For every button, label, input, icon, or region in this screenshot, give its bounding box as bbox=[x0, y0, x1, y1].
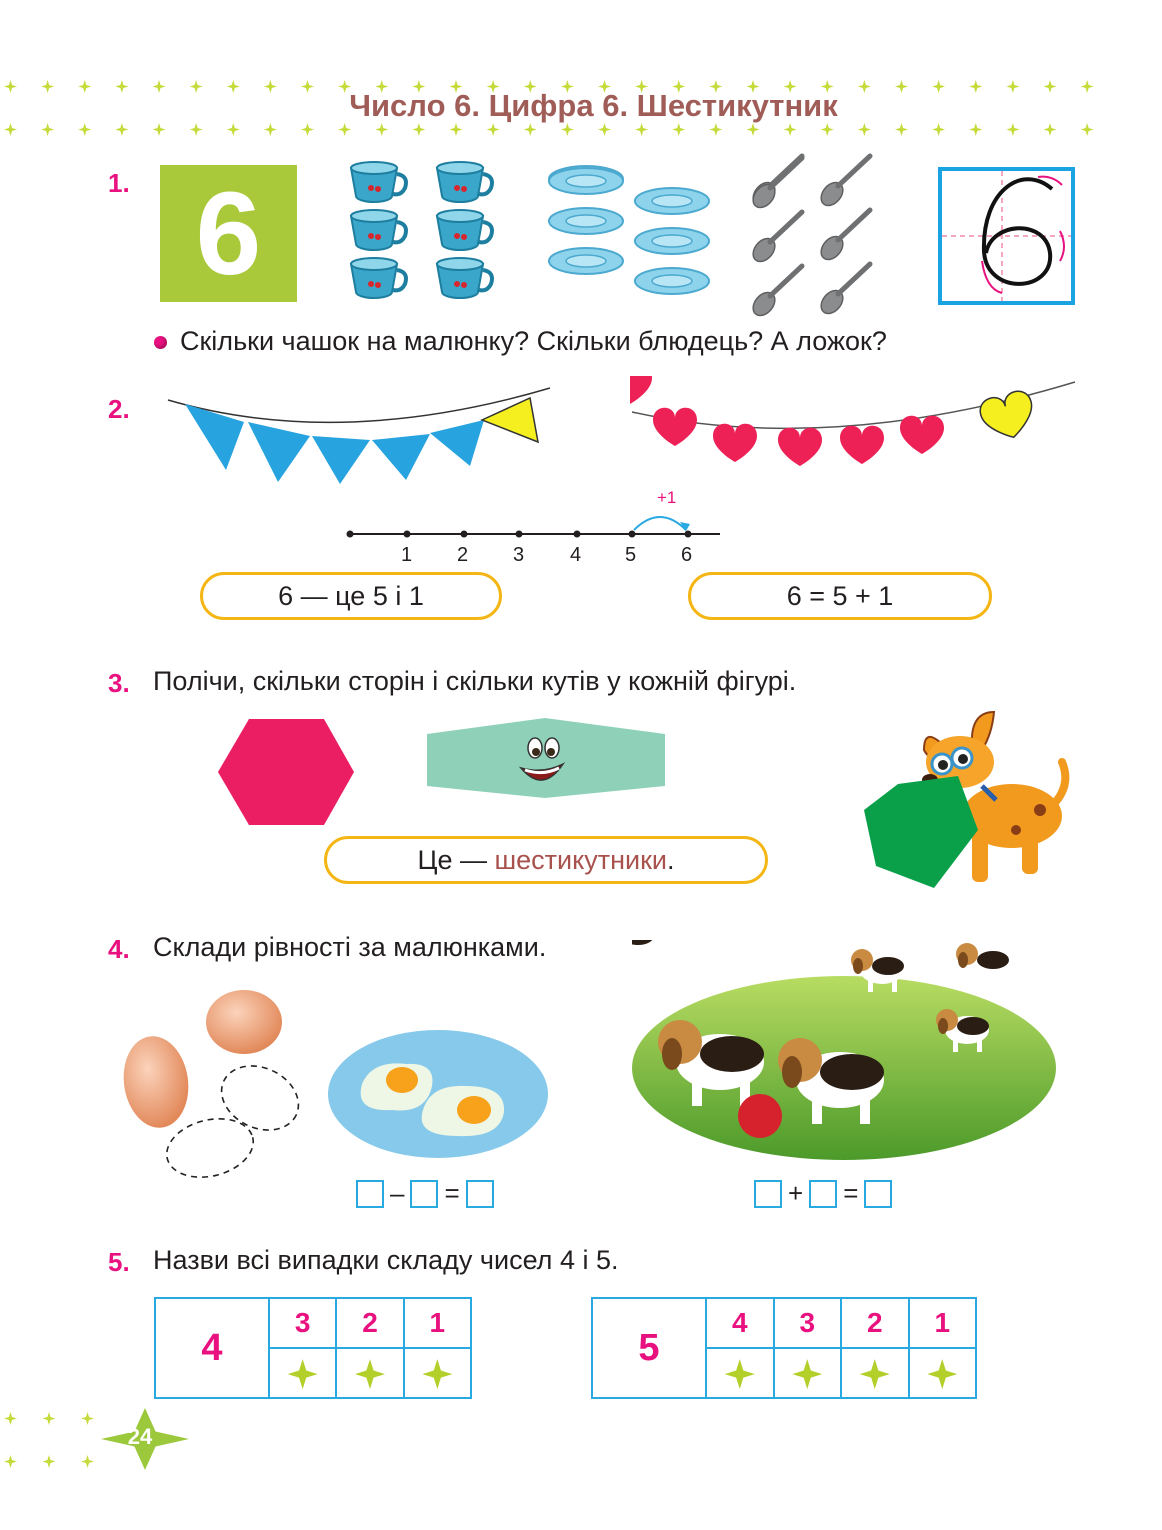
blank-star-cell[interactable] bbox=[336, 1348, 403, 1398]
big-digit-6: 6 bbox=[160, 165, 297, 302]
tick-label-2: 2 bbox=[457, 544, 469, 566]
minus-sign: – bbox=[390, 1178, 405, 1208]
blank-star-cell[interactable] bbox=[909, 1348, 977, 1398]
decor-star-icon bbox=[264, 123, 277, 136]
blank-star-cell[interactable] bbox=[404, 1348, 471, 1398]
pill-suffix: . bbox=[666, 844, 675, 875]
digit-6-writing-guide bbox=[938, 167, 1075, 305]
decor-stars-bottom-1 bbox=[4, 1412, 94, 1425]
task4-number: 4. bbox=[108, 934, 130, 964]
part-number: 1 bbox=[909, 1298, 977, 1348]
blank-star-cell[interactable] bbox=[269, 1348, 336, 1398]
decor-stars-bottom-2 bbox=[4, 1455, 94, 1468]
star-icon bbox=[792, 1359, 822, 1389]
whole-number: 4 bbox=[155, 1298, 269, 1398]
task2-number: 2. bbox=[108, 394, 130, 424]
page-number: 24 bbox=[127, 1424, 153, 1449]
part-number: 3 bbox=[269, 1298, 336, 1348]
equals-sign: = bbox=[444, 1178, 460, 1208]
tick-label-4: 4 bbox=[570, 544, 582, 566]
star-icon bbox=[927, 1359, 957, 1389]
tick-label-1: 1 bbox=[401, 544, 413, 566]
blank-star-cell[interactable] bbox=[706, 1348, 774, 1398]
decor-star-icon bbox=[1044, 123, 1057, 136]
star-icon bbox=[422, 1359, 452, 1389]
decor-star-icon bbox=[301, 123, 314, 136]
part-number: 2 bbox=[841, 1298, 909, 1348]
addition-equation bbox=[754, 1178, 892, 1209]
decor-star-icon bbox=[41, 123, 54, 136]
decor-star-icon bbox=[932, 123, 945, 136]
pill-hexagon-word: шестикутники bbox=[494, 844, 667, 875]
decor-star-icon bbox=[338, 123, 351, 136]
decor-star-icon bbox=[672, 123, 685, 136]
eggs-illustration bbox=[118, 986, 318, 1186]
spoons-illustration bbox=[752, 152, 892, 317]
answer-box[interactable] bbox=[754, 1180, 782, 1208]
part-number: 4 bbox=[706, 1298, 774, 1348]
subtraction-equation bbox=[356, 1178, 494, 1209]
decor-star-icon bbox=[747, 123, 760, 136]
part-number: 2 bbox=[336, 1298, 403, 1348]
bullet-point bbox=[154, 336, 167, 349]
pill-prefix: Це — bbox=[417, 844, 495, 875]
whole-number: 5 bbox=[592, 1298, 706, 1398]
saucers-illustration bbox=[548, 165, 718, 305]
decor-star-icon bbox=[115, 123, 128, 136]
decor-star-icon bbox=[4, 123, 17, 136]
pill-decomposition-words: 6 — це 5 і 1 bbox=[200, 572, 502, 620]
tick-label-3: 3 bbox=[513, 544, 525, 566]
task1-number: 1. bbox=[108, 168, 130, 198]
star-icon bbox=[860, 1359, 890, 1389]
decor-star-icon bbox=[821, 123, 834, 136]
puppies-illustration bbox=[632, 940, 1057, 1162]
decor-star-icon bbox=[598, 123, 611, 136]
decor-star-icon bbox=[561, 123, 574, 136]
tick-label-5: 5 bbox=[625, 544, 637, 566]
decor-star-icon bbox=[412, 123, 425, 136]
tick-label-6: 6 bbox=[681, 544, 693, 566]
answer-box[interactable] bbox=[410, 1180, 438, 1208]
answer-box[interactable] bbox=[466, 1180, 494, 1208]
task5-number: 5. bbox=[108, 1247, 130, 1277]
number-line bbox=[340, 500, 730, 570]
task5-text: Назви всі випадки складу чисел 4 і 5. bbox=[153, 1245, 619, 1275]
part-number: 3 bbox=[774, 1298, 842, 1348]
star-icon bbox=[288, 1359, 318, 1389]
star-icon bbox=[355, 1359, 385, 1389]
task3-text: Полічи, скільки сторін і скільки кутів у кожній фігурі. bbox=[153, 666, 797, 696]
answer-box[interactable] bbox=[356, 1180, 384, 1208]
plus-sign: + bbox=[788, 1178, 804, 1208]
dog-with-hexagon bbox=[862, 706, 1077, 891]
task4-text: Склади рівності за малюнками. bbox=[153, 932, 547, 962]
decor-star-icon bbox=[635, 123, 648, 136]
decor-star-icon bbox=[969, 123, 982, 136]
equals-sign: = bbox=[843, 1178, 859, 1208]
cups-illustration bbox=[345, 160, 505, 305]
hearts-garland bbox=[630, 376, 1080, 486]
decor-star-icon bbox=[858, 123, 871, 136]
decor-stars-row-2 bbox=[4, 123, 1094, 143]
pill-decomposition-equation: 6 = 5 + 1 bbox=[688, 572, 992, 620]
star-icon bbox=[725, 1359, 755, 1389]
decor-star-icon bbox=[895, 123, 908, 136]
decor-star-icon bbox=[375, 123, 388, 136]
task1-question: Скільки чашок на малюнку? Скільки блюдець? А ложок? bbox=[180, 326, 887, 356]
decor-star-icon bbox=[487, 123, 500, 136]
pill-hexagon-statement bbox=[324, 836, 768, 884]
part-number: 1 bbox=[404, 1298, 471, 1348]
decor-star-icon bbox=[784, 123, 797, 136]
decor-star-icon bbox=[524, 123, 537, 136]
decor-star-icon bbox=[227, 123, 240, 136]
fried-eggs-plate bbox=[326, 1028, 550, 1160]
blank-star-cell[interactable] bbox=[841, 1348, 909, 1398]
decor-star-icon bbox=[190, 123, 203, 136]
task3-number: 3. bbox=[108, 668, 130, 698]
pink-hexagon bbox=[216, 717, 356, 827]
answer-box[interactable] bbox=[809, 1180, 837, 1208]
smiling-hexagon bbox=[425, 716, 667, 800]
blank-star-cell[interactable] bbox=[774, 1348, 842, 1398]
composition-table-5 bbox=[591, 1297, 977, 1399]
decor-star-icon bbox=[1006, 123, 1019, 136]
composition-table-4 bbox=[154, 1297, 472, 1399]
answer-box[interactable] bbox=[864, 1180, 892, 1208]
decor-star-icon bbox=[450, 123, 463, 136]
decor-star-icon bbox=[1081, 123, 1094, 136]
decor-star-icon bbox=[709, 123, 722, 136]
jump-label: +1 bbox=[657, 488, 677, 507]
decor-star-icon bbox=[78, 123, 91, 136]
decor-star-icon bbox=[153, 123, 166, 136]
page-title: Число 6. Цифра 6. Шестикутник bbox=[349, 88, 838, 123]
flags-garland bbox=[160, 380, 560, 490]
